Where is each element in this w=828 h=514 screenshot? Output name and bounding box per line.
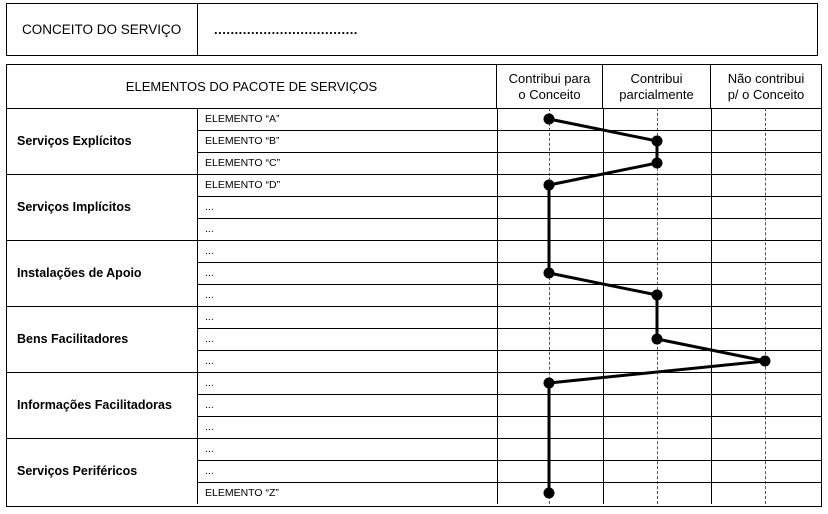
element-row-label: ... [205,245,214,257]
element-row-label: ELEMENTO “Z” [205,487,279,499]
element-row-label: ... [205,267,214,279]
profile-chart [7,65,821,504]
group-label: Serviços Periféricos [17,464,138,478]
column-header-contributes: Contribui para o Conceito [497,65,603,108]
element-row-label: ... [205,201,214,213]
element-row-label: ... [205,311,214,323]
table-header-elements: ELEMENTOS DO PACOTE DE SERVIÇOS [7,65,497,108]
element-row-label: ... [205,421,214,433]
profile-marker [652,334,663,345]
profile-marker [544,488,555,499]
element-row-label: ELEMENTO “A” [205,113,280,125]
element-row-label: ... [205,399,214,411]
element-row-label: ... [205,333,214,345]
element-row-label: ELEMENTO “B” [205,135,280,147]
element-row-label: ... [205,223,214,235]
column-header-not-contributes: Não contribui p/ o Conceito [727,70,805,102]
concept-box [6,3,818,56]
group-label: Informações Facilitadoras [17,398,172,412]
profile-marker [652,158,663,169]
profile-marker [544,114,555,125]
group-label: Serviços Explícitos [17,134,132,148]
element-row-label: ELEMENTO “C” [205,157,281,169]
profile-marker [652,290,663,301]
profile-marker [760,356,771,367]
element-row-label: ELEMENTO “D” [205,179,281,191]
profile-marker [652,136,663,147]
profile-marker [544,378,555,389]
profile-marker [544,180,555,191]
element-row-label: ... [205,443,214,455]
element-row-label: ... [205,465,214,477]
concept-label: CONCEITO DO SERVIÇO [7,4,198,55]
service-package-table [6,64,822,507]
element-row-label: ... [205,289,214,301]
group-label: Instalações de Apoio [17,266,142,280]
profile-line [549,119,765,493]
element-row-label: ... [205,377,214,389]
column-header-partial: Contribui parcialmente [603,65,711,108]
group-label: Serviços Implícitos [17,200,131,214]
profile-marker [544,268,555,279]
group-label: Bens Facilitadores [17,332,129,346]
concept-value: ................................... [214,22,358,37]
element-row-label: ... [205,355,214,367]
